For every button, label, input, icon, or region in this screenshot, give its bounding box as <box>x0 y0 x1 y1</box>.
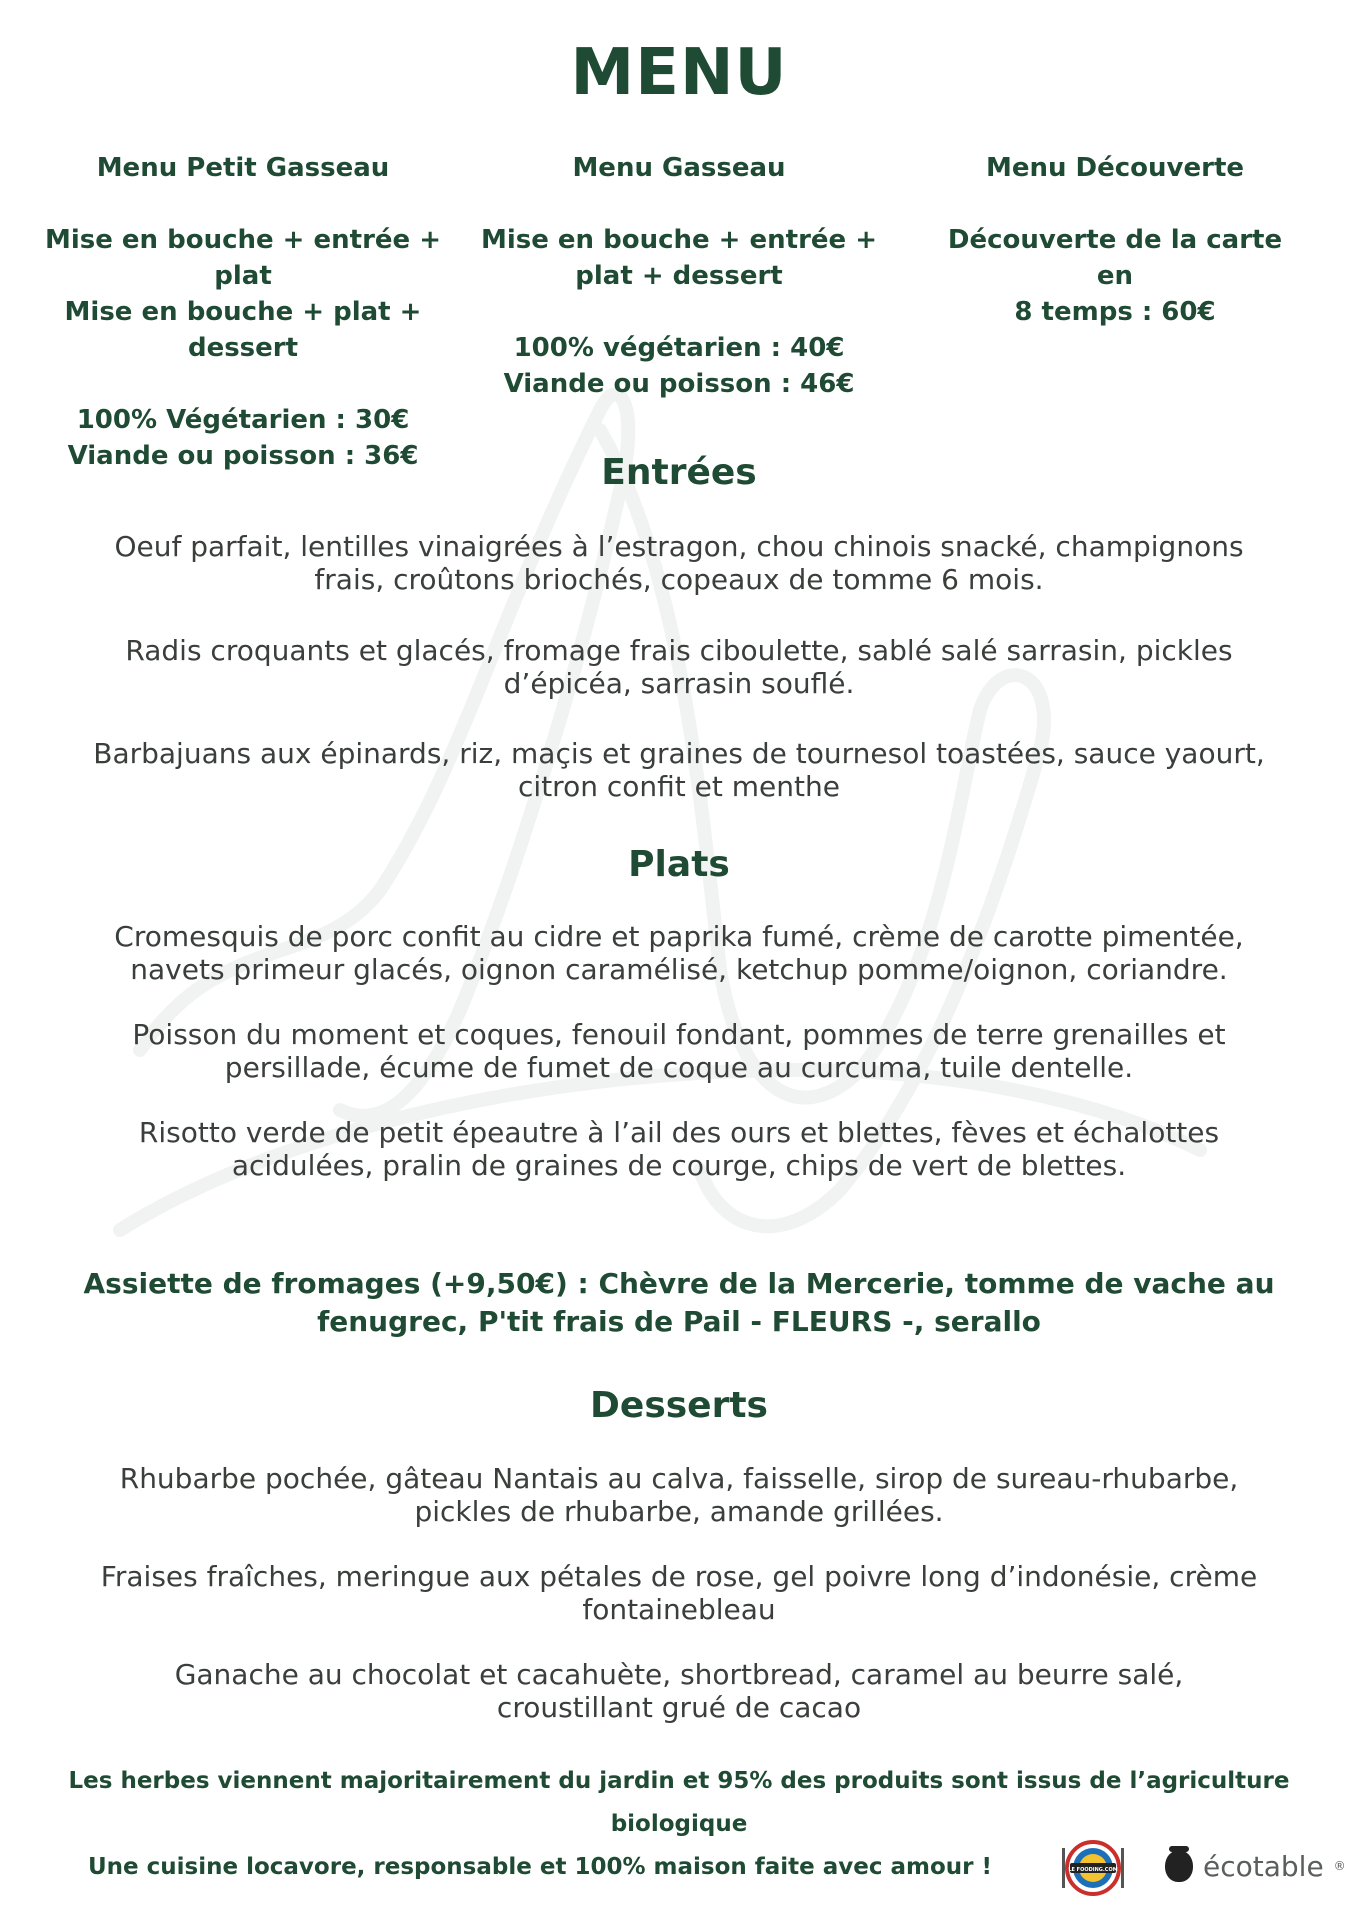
section-title-desserts: Desserts <box>590 1385 768 1426</box>
dish-line: navets primeur glacés, oignon caramélisé, ketchup pomme/oignon, coriandre. <box>130 953 1228 986</box>
dish-item <box>50 1462 1308 1528</box>
dish-line: Risotto verde de petit épeautre à l’ail des ours et blettes, fèves et échalottes <box>138 1116 1220 1149</box>
dish-line: Fraises fraîches, meringue aux pétales de rose, gel poivre long d’indonésie, crème <box>100 1560 1258 1593</box>
menu-decouverte <box>900 150 1330 420</box>
menu-description <box>900 222 1330 330</box>
menu-desc-line: Mise en bouche + entrée + plat <box>44 225 442 291</box>
dish-item <box>50 920 1308 986</box>
dish-line: Ganache au chocolat et cacahuète, shortbread, caramel au beurre salé, <box>174 1658 1184 1691</box>
menu-price-line: Viande ou poisson : 36€ <box>67 441 419 471</box>
dish-item <box>50 1018 1308 1084</box>
menu-desc-line: Découverte de la carte <box>947 225 1283 255</box>
menu-desc-line: plat + dessert <box>575 261 783 291</box>
section-title-entrees: Entrées <box>601 452 757 493</box>
cheese-line: Assiette de fromages (+9,50€) : Chèvre de la Mercerie, tomme de vache au <box>83 1267 1275 1300</box>
dish-line: croustillant grué de cacao <box>496 1691 862 1724</box>
dish-line: Barbajuans aux épinards, riz, maçis et graines de tournesol toastées, sauce yaourt, <box>93 737 1265 770</box>
menu-petit-gasseau <box>28 150 458 471</box>
dish-item <box>50 1116 1308 1182</box>
dish-line: Rhubarbe pochée, gâteau Nantais au calva, faisselle, sirop de sureau-rhubarbe, <box>119 1462 1239 1495</box>
menu-desc-line: 8 temps : 60€ <box>1014 297 1216 327</box>
menu-name: Menu Petit Gasseau <box>96 153 390 183</box>
organic-note <box>40 1760 1318 1846</box>
menu-prices <box>464 330 894 402</box>
menu-description <box>28 222 458 366</box>
menu-price-line: 100% Végétarien : 30€ <box>76 405 410 435</box>
page-title: MENU <box>570 36 788 110</box>
menu-name: Menu Découverte <box>985 153 1245 183</box>
locavore-note: Une cuisine locavore, responsable et 100% maison faite avec amour ! <box>87 1854 993 1880</box>
menu-price-line: 100% végétarien : 40€ <box>513 333 845 363</box>
section-title-plats: Plats <box>628 844 730 885</box>
menu-name: Menu Gasseau <box>572 153 786 183</box>
dish-item <box>50 1658 1308 1724</box>
menu-description <box>464 222 894 294</box>
dish-line: Poisson du moment et coques, fenouil fondant, pommes de terre grenailles et <box>132 1018 1226 1051</box>
ecotable-registered-mark: ® <box>1333 1859 1346 1873</box>
dish-line: citron confit et menthe <box>518 770 840 803</box>
dish-line: frais, croûtons briochés, copeaux de tomme 6 mois. <box>314 563 1044 596</box>
dish-item <box>50 1560 1308 1626</box>
menu-desc-line: Mise en bouche + entrée + <box>480 225 878 255</box>
ecotable-logo-text: écotable <box>1203 1849 1324 1883</box>
cheese-plate <box>80 1265 1278 1341</box>
dish-item <box>50 634 1308 700</box>
dish-line: fontainebleau <box>582 1593 776 1626</box>
dish-line: pickles de rhubarbe, amande grillées. <box>414 1495 944 1528</box>
ecotable-logo <box>1165 1846 1346 1886</box>
menu-desc-line: en <box>1096 261 1134 291</box>
dish-line: d’épicéa, sarrasin souflé. <box>503 667 855 700</box>
menu-desc-line: Mise en bouche + plat + dessert <box>64 297 422 363</box>
dish-item <box>50 530 1308 596</box>
lefooding-logo-text: LE FOODING.COM <box>1068 1867 1118 1873</box>
organic-note-line: Les herbes viennent majoritairement du jardin et 95% des produits sont issus de l’agriculture <box>68 1768 1290 1794</box>
cheese-line: fenugrec, P'tit frais de Pail - FLEURS -, serallo <box>317 1305 1041 1338</box>
dish-line: Oeuf parfait, lentilles vinaigrées à l’estragon, chou chinois snacké, champignons <box>114 530 1244 563</box>
dish-line: Radis croquants et glacés, fromage frais ciboulette, sablé salé sarrasin, pickles <box>125 634 1233 667</box>
menu-gasseau <box>464 150 894 420</box>
organic-note-line: biologique <box>610 1811 748 1837</box>
dish-line: acidulées, pralin de graines de courge, chips de vert de blettes. <box>231 1149 1127 1182</box>
dish-line: Cromesquis de porc confit au cidre et paprika fumé, crème de carotte pimentée, <box>114 920 1244 953</box>
dish-item <box>50 737 1308 803</box>
menu-price-line: Viande ou poisson : 46€ <box>503 369 855 399</box>
ecotable-pot-icon <box>1165 1850 1193 1882</box>
lefooding-logo <box>1060 1840 1126 1896</box>
menu-options <box>28 150 1330 471</box>
dish-line: persillade, écume de fumet de coque au curcuma, tuile dentelle. <box>224 1051 1134 1084</box>
